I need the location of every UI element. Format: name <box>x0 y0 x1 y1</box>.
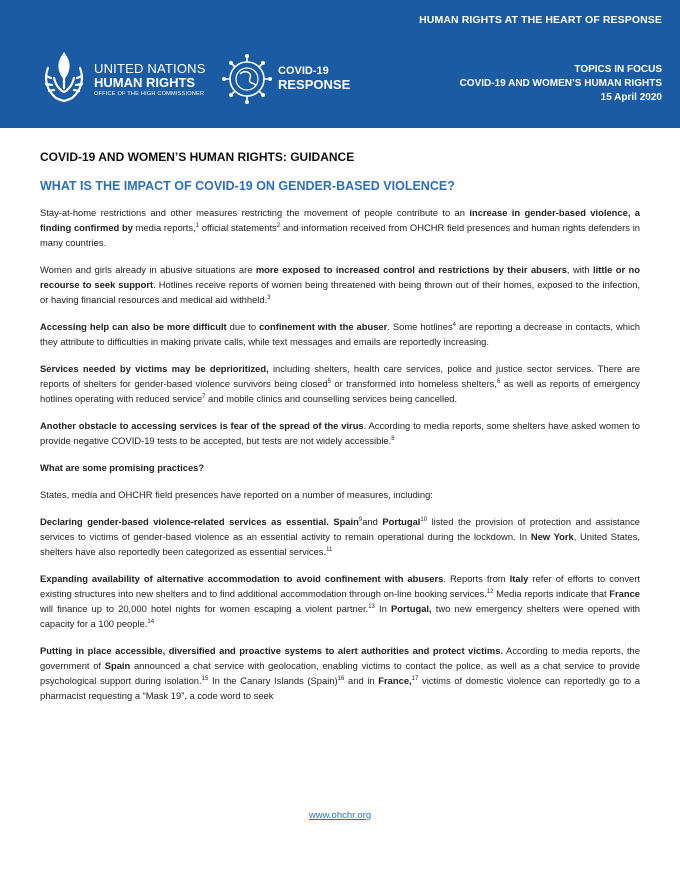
footnote-ref: 13 <box>368 603 375 610</box>
text-run: two new emergency shelters were opened with capacity for a 100 people. <box>40 603 641 629</box>
footnote-ref: 10 <box>420 516 428 523</box>
text-run: victims of domestic violence can reportedly go to a pharmacist requesting a “Mask 19”, a code word to seek <box>40 675 640 701</box>
text-run: Media reports indicate that <box>493 588 610 599</box>
footnote-ref: 4 <box>452 321 457 328</box>
bold-text: Expanding availability of alternative accommodation to avoid confinement with abusers <box>40 573 444 584</box>
bold-text: Portugal, <box>391 603 432 614</box>
text-run: including shelters, health care services, police and justice sector services. There are reports of shelters for gender-based violence survivors being closed <box>40 363 640 389</box>
covid-response-wordmark <box>278 66 350 91</box>
bold-text: Accessing help can also be more difficult <box>40 321 227 332</box>
bold-text: Portugal <box>382 516 421 527</box>
bold-text: confinement with the abuser <box>259 321 388 332</box>
body-paragraph <box>40 487 640 502</box>
footnote-ref: 16 <box>337 675 345 682</box>
footnote-ref: 12 <box>486 588 494 595</box>
text-run: . According to media reports, some shelters have asked women to provide negative COVID-19 tests to be accepted, but tests are not widely accessible. <box>40 420 640 446</box>
publication-date: 15 April 2020 <box>600 92 662 103</box>
footnote-ref: 14 <box>147 618 155 625</box>
covid-line-2: RESPONSE <box>278 77 351 92</box>
text-run: and <box>362 516 383 527</box>
body-paragraph <box>40 418 640 448</box>
bold-text: France <box>609 588 640 599</box>
section-title: WHAT IS THE IMPACT OF COVID-19 ON GENDER-BASED VIOLENCE? <box>40 179 455 193</box>
bold-text: What are some promising practices? <box>40 462 205 473</box>
header-tagline: HUMAN RIGHTS AT THE HEART OF RESPONSE <box>419 14 662 26</box>
text-run: are reporting a decrease in contacts, which they attribute to difficulties in making private calls, while text messages and emails are reportedly increasing. <box>40 321 640 347</box>
text-run: In the Canary Islands (Spain) <box>208 675 338 686</box>
text-run: announced a chat service with geolocation, enabling victims to contact the police, as well as a chat service to provide psychological support during isolation. <box>40 660 640 686</box>
text-run: Stay-at-home restrictions and other measures restricting the movement of people contribute to an <box>40 207 470 218</box>
footnote-ref: 2 <box>276 222 281 229</box>
footer-link[interactable]: www.ohchr.org <box>308 810 372 821</box>
un-line-1: UNITED NATIONS <box>94 61 206 76</box>
document-body <box>40 150 640 715</box>
text-run: . Reports from <box>443 573 510 584</box>
document-title: COVID-19 AND WOMEN’S HUMAN RIGHTS: GUIDANCE <box>40 150 355 164</box>
bold-text: Services needed by victims may be deprioritized, <box>40 363 269 374</box>
bold-text: France, <box>378 675 412 686</box>
text-run: States, media and OHCHR field presences have reported on a number of measures, including: <box>40 489 433 500</box>
footnote-ref: 3 <box>267 294 271 301</box>
text-run: official statements <box>199 222 277 233</box>
bold-text: increase in gender-based violence, a finding confirmed by <box>40 207 641 233</box>
footnote-ref: 7 <box>202 393 206 400</box>
bold-text: little or no recourse to seek support <box>40 264 640 290</box>
topics-subject: COVID-19 AND WOMEN’S HUMAN RIGHTS <box>459 78 662 89</box>
un-laurel-flame-icon <box>38 48 90 108</box>
body-paragraph <box>40 361 640 406</box>
body-paragraph <box>40 205 640 250</box>
body-paragraph <box>40 460 640 475</box>
footnote-ref: 6 <box>496 378 501 385</box>
bold-text: Italy <box>509 573 529 584</box>
text-run: . Hotlines receive reports of women being threatened with being thrown out of their homes, exposed to the infection, or having financial resources and medical aid withheld. <box>40 279 641 305</box>
footnote-ref: 17 <box>411 675 419 682</box>
text-run: and in <box>344 675 379 686</box>
un-line-2: HUMAN RIGHTS <box>94 75 196 90</box>
bold-text: Declaring gender-based violence-related services as essential. Spain <box>40 516 359 527</box>
text-run: media reports, <box>132 222 196 233</box>
un-wordmark <box>94 62 206 98</box>
text-run: and mobile clinics and counselling services being cancelled. <box>205 393 458 404</box>
text-run: or transformed into homeless shelters, <box>331 378 497 389</box>
footnote-ref: 11 <box>326 546 333 553</box>
text-run: According to media reports, the government of <box>40 645 640 671</box>
bold-text: Putting in place accessible, diversified and proactive systems to alert authorities and protect victims. <box>40 645 504 656</box>
text-run: due to <box>226 321 260 332</box>
text-run: refer of efforts to convert existing structures into new shelters and to find additional accommodation through on-line booking services. <box>40 573 640 599</box>
covid-line-1: COVID-19 <box>278 65 329 77</box>
body-paragraph <box>40 319 640 349</box>
text-run: In <box>374 603 392 614</box>
footnote-ref: 1 <box>195 222 200 229</box>
footnote-ref: 15 <box>201 675 209 682</box>
text-run: , United States, shelters have also reportedly been categorized as essential services. <box>40 531 640 557</box>
bold-text: more exposed to increased control and restrictions by their abusers <box>255 264 567 275</box>
topics-block <box>460 63 662 105</box>
un-line-3: OFFICE OF THE HIGH COMMISSIONER <box>94 91 205 97</box>
footnote-ref: 8 <box>391 435 395 442</box>
text-run: . Some hotlines <box>387 321 453 332</box>
footnote-ref: 9 <box>358 516 363 523</box>
body-paragraph <box>40 262 640 307</box>
text-run: as well as reports of emergency hotlines operating with reduced service <box>40 378 640 404</box>
body-paragraph <box>40 643 640 703</box>
body-paragraph <box>40 571 640 631</box>
text-run: Women and girls already in abusive situations are <box>40 264 256 275</box>
footer <box>0 810 680 821</box>
paragraphs <box>40 205 640 703</box>
footnote-ref: 5 <box>327 378 332 385</box>
text-run: and information received from OHCHR field presences and human rights defenders in many countries. <box>40 222 640 248</box>
header-banner <box>0 0 680 128</box>
text-run: will finance up to 20,000 hotel nights for women escaping a violent partner. <box>40 603 369 614</box>
bold-text: New York <box>530 531 574 542</box>
bold-text: Spain <box>104 660 131 671</box>
topics-label: TOPICS IN FOCUS <box>574 64 662 75</box>
covid-globe-icon <box>220 52 274 106</box>
text-run: listed the provision of protection and assistance services to victims of gender-based violence as an essential activity to remain operational during the lockdown. In <box>40 516 640 542</box>
body-paragraph <box>40 514 640 559</box>
text-run: , with <box>566 264 594 275</box>
bold-text: Another obstacle to accessing services is fear of the spread of the virus <box>40 420 364 431</box>
